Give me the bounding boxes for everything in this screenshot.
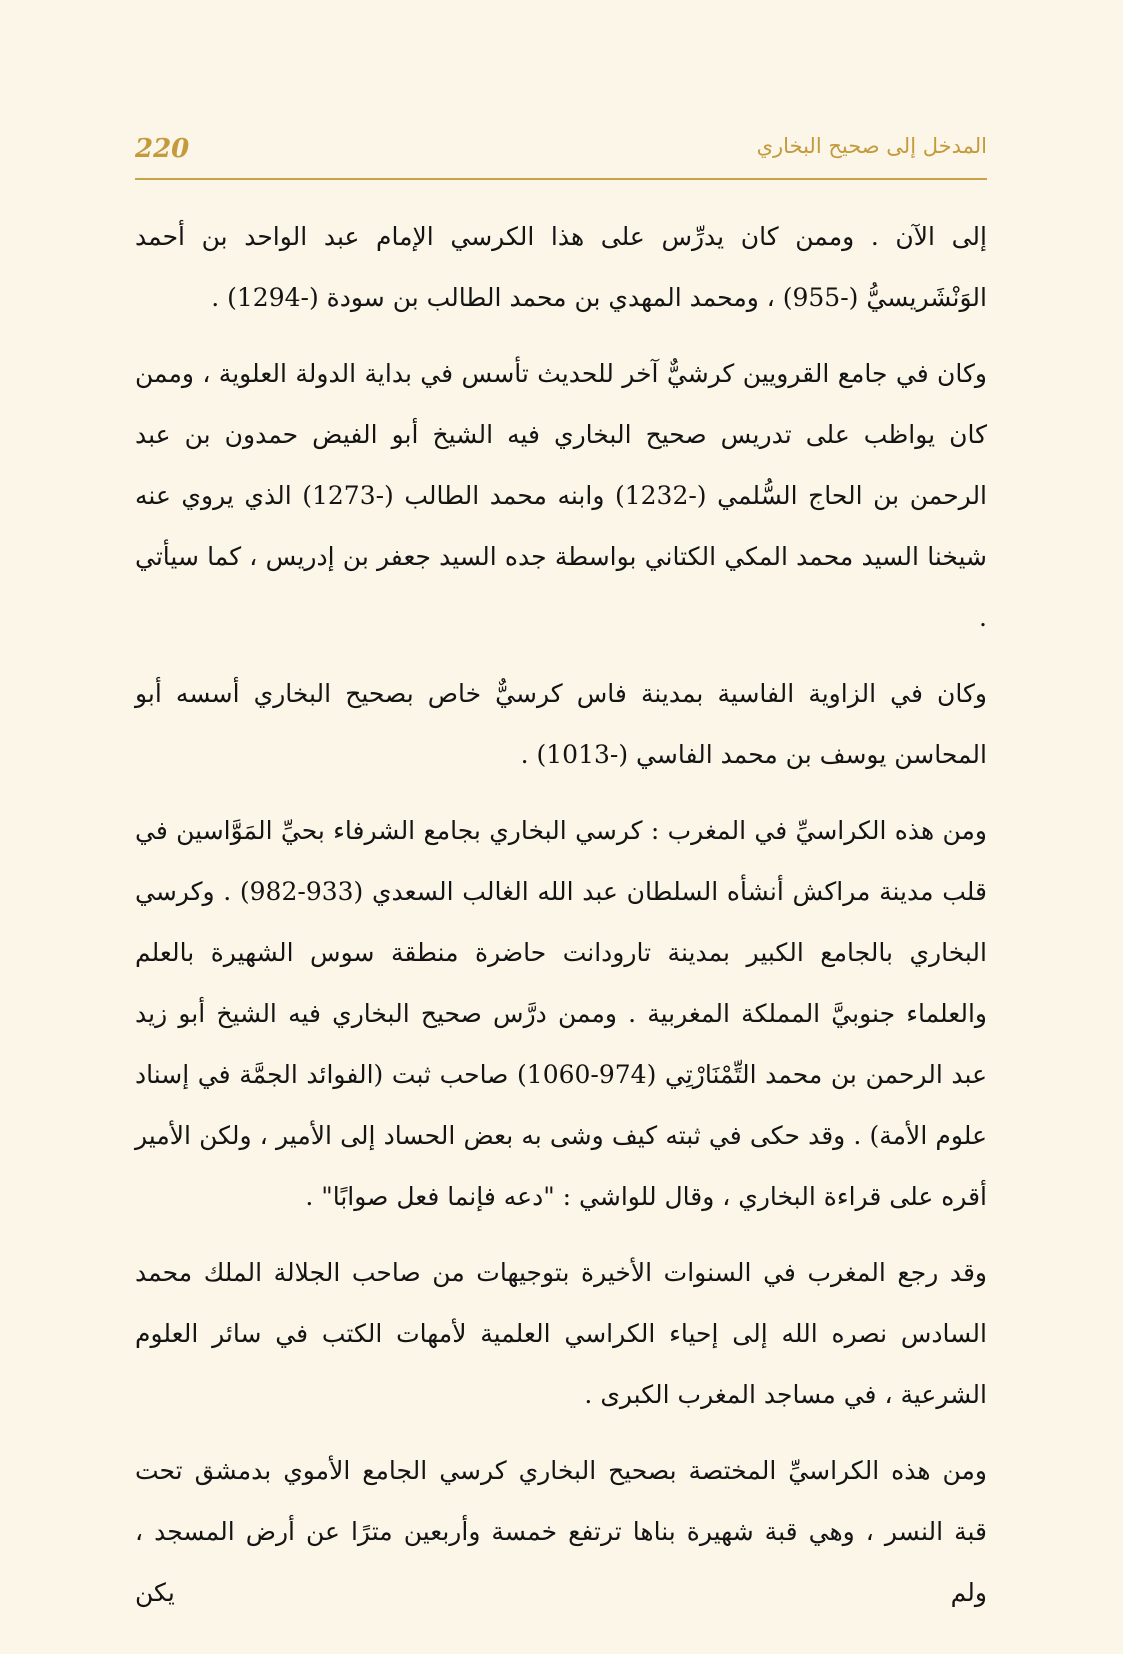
paragraph-2: وكان في جامع القرويين كرشيٌّ آخر للحديث تأسس في بداية الدولة العلوية ، وممن كان يواظب على تدريس صحيح البخاري فيه الشيخ أبو الفيض حمدون بن عبد الرحمن بن الحاج السُّلمي (-1232) وابنه محمد الطالب (-1273) الذي يروي عنه شيخنا السيد محمد المكي الكتاني بواسطة جده السيد جعفر بن إدريس ، كما سيأتي . [135, 359, 988, 632]
paragraph-1: إلى الآن . وممن كان يدرِّس على هذا الكرسي الإمام عبد الواحد بن أحمد الوَنْشَريسيُّ (-955) ، ومحمد المهدي بن محمد الطالب بن سودة (-1294) . [135, 222, 987, 312]
page-header [135, 128, 987, 180]
paragraph-3: وكان في الزاوية الفاسية بمدينة فاس كرسيٌّ خاص بصحيح البخاري أسسه أبو المحاسن يوسف بن محمد الفاسي (-1013) . [135, 679, 987, 769]
paragraph-5: وقد رجع المغرب في السنوات الأخيرة بتوجيهات من صاحب الجلالة الملك محمد السادس نصره الله إلى إحياء الكراسي العلمية لأمهات الكتب في سائر العلوم الشرعية ، في مساجد المغرب الكبرى . [135, 1258, 987, 1409]
running-title: المدخل إلى صحيح البخاري [756, 134, 987, 158]
page-body [135, 206, 987, 1638]
page-number: 220 [135, 134, 190, 164]
paragraph-4: ومن هذه الكراسيِّ في المغرب : كرسي البخاري بجامع الشرفاء بحيِّ المَوَّاسين في قلب مدينة مراكش أنشأه السلطان عبد الله الغالب السعدي (933-982) . وكرسي البخاري بالجامع الكبير بمدينة تارودانت حاضرة منطقة سوس الشهيرة بالعلم والعلماء جنوبيَّ المملكة المغربية . وممن درَّس صحيح البخاري فيه الشيخ أبو زيد عبد الرحمن بن محمد التِّمْنَارْتِي (974-1060) صاحب ثبت (الفوائد الجمَّة في إسناد علوم الأمة) . وقد حكى في ثبته كيف وشى به بعض الحساد إلى الأمير ، ولكن الأمير أقره على قراءة البخاري ، وقال للواشي : "دعه فإنما فعل صوابًا" . [135, 816, 987, 1211]
paragraph-6: ومن هذه الكراسيِّ المختصة بصحيح البخاري كرسي الجامع الأموي بدمشق تحت قبة النسر ، وهي قبة شهيرة بناها ترتفع خمسة وأربعين مترًا عن أرض المسجد ، ولم يكن [135, 1456, 987, 1607]
